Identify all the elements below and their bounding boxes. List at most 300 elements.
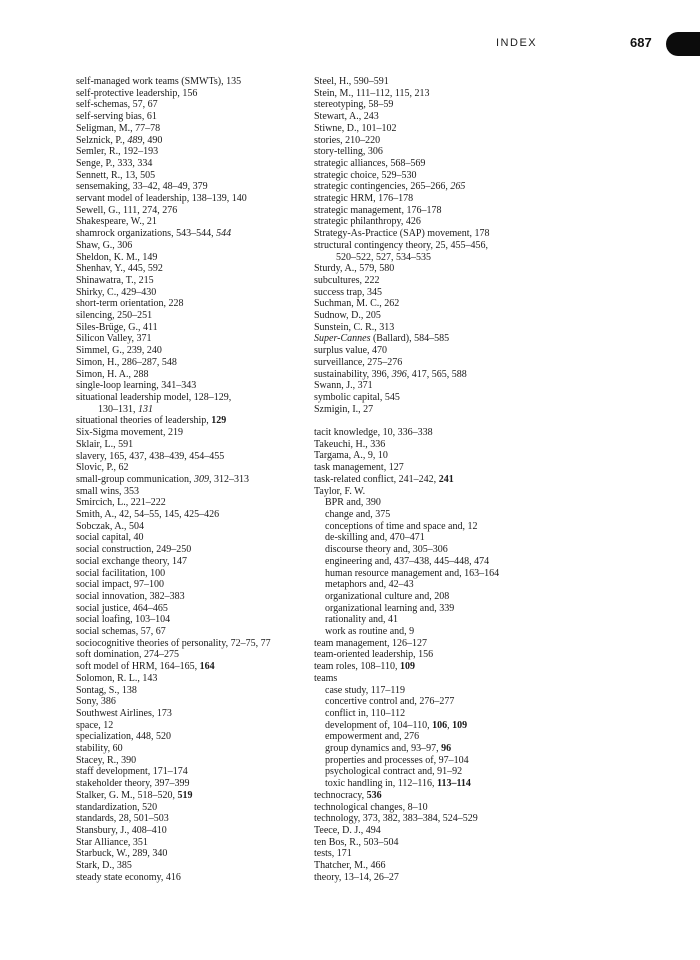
entry-text: toxic handling in, 112–116, <box>325 778 438 790</box>
entry-text: social construction, 249–250 <box>76 544 192 556</box>
entry-text: social facilitation, 100 <box>76 567 166 579</box>
index-entry <box>314 216 570 228</box>
index-entry <box>314 404 570 416</box>
entry-text: short-term orientation, 228 <box>76 298 184 310</box>
entry-text: teams <box>314 672 338 684</box>
index-entry <box>314 345 570 357</box>
entry-text: 489 <box>127 134 143 146</box>
entry-text: 113–114 <box>437 778 471 790</box>
index-entry <box>76 380 308 392</box>
index-entry <box>314 649 570 661</box>
entry-text: 241 <box>438 473 454 485</box>
index-entry <box>76 532 308 544</box>
index-entry <box>76 135 308 147</box>
index-subentry <box>314 685 570 697</box>
entry-text: Sewell, G., 111, 274, 276 <box>76 204 178 216</box>
index-entry <box>76 614 308 626</box>
index-entry <box>76 111 308 123</box>
index-entry <box>314 450 570 462</box>
entry-text: engineering and, 437–438, 445–448, 474 <box>325 555 490 567</box>
index-entry <box>314 158 570 170</box>
entry-text: 129 <box>211 415 227 427</box>
index-entry <box>314 673 570 685</box>
index-entry <box>76 743 308 755</box>
entry-text: Star Alliance, 351 <box>76 836 148 848</box>
entry-text: rationality and, 41 <box>325 614 399 626</box>
entry-text: Simon, H., 286–287, 548 <box>76 356 177 368</box>
index-entry <box>76 216 308 228</box>
entry-text: strategic choice, 529–530 <box>314 169 417 181</box>
entry-text: servant model of leadership, 138–139, 140 <box>76 193 247 205</box>
index-entry <box>314 380 570 392</box>
entry-text: structural contingency theory, 25, 455–456, <box>314 239 489 251</box>
index-entry <box>76 252 308 264</box>
entry-text: Stacey, R., 390 <box>76 754 137 766</box>
entry-text: Sobczak, A., 504 <box>76 520 145 532</box>
entry-text: social innovation, 382–383 <box>76 590 185 602</box>
entry-text: Strategy-As-Practice (SAP) movement, 178 <box>314 228 490 240</box>
index-entry <box>76 486 308 498</box>
entry-text: standardization, 520 <box>76 801 158 813</box>
index-subentry <box>314 614 570 626</box>
index-entry <box>76 708 308 720</box>
index-subentry <box>314 755 570 767</box>
index-entry <box>76 837 308 849</box>
entry-text: sociocognitive theories of personality, 72–75, 77 <box>76 637 271 649</box>
entry-text: Thatcher, M., 466 <box>314 860 386 872</box>
index-entry <box>314 123 570 135</box>
entry-text: Simon, H. A., 288 <box>76 368 149 380</box>
index-subentry <box>314 556 570 568</box>
entry-text: Starbuck, W., 289, 340 <box>76 848 168 860</box>
entry-text: Teece, D. J., 494 <box>314 824 381 836</box>
index-entry <box>76 451 308 463</box>
entry-text: technology, 373, 382, 383–384, 524–529 <box>314 813 478 825</box>
index-entry <box>76 181 308 193</box>
entry-text: Solomon, R. L., 143 <box>76 672 158 684</box>
entry-text: stories, 210–220 <box>314 134 381 146</box>
index-entry <box>76 415 308 427</box>
entry-text: , 417, 565, 588 <box>406 368 467 380</box>
index-subentry <box>314 509 570 521</box>
entry-text: sensemaking, 33–42, 48–49, 379 <box>76 181 208 193</box>
entry-text: strategic management, 176–178 <box>314 204 442 216</box>
index-entry <box>314 802 570 814</box>
entry-text: stereotyping, 58–59 <box>314 99 394 111</box>
entry-text: Sklair, L., 591 <box>76 438 134 450</box>
entry-text: Stewart, A., 243 <box>314 111 379 123</box>
index-entry <box>76 860 308 872</box>
entry-text: subcultures, 222 <box>314 274 380 286</box>
index-entry <box>314 872 570 884</box>
entry-text: 109 <box>452 719 468 731</box>
entry-text: de-skilling and, 470–471 <box>325 532 425 544</box>
entry-text: Takeuchi, H., 336 <box>314 438 386 450</box>
entry-text: Sontag, S., 138 <box>76 684 137 696</box>
entry-text: 519 <box>177 789 193 801</box>
index-subentry <box>314 544 570 556</box>
entry-text: Slovic, P., 62 <box>76 462 129 474</box>
index-entry <box>76 638 308 650</box>
index-entry <box>76 462 308 474</box>
index-entry <box>314 88 570 100</box>
entry-text: small wins, 353 <box>76 485 140 497</box>
index-entry <box>76 99 308 111</box>
index-entry <box>314 252 570 264</box>
index-entry <box>76 240 308 252</box>
index-entry <box>76 509 308 521</box>
entry-text: , 312–313 <box>209 473 250 485</box>
entry-text: social justice, 464–465 <box>76 602 168 614</box>
index-entry <box>76 287 308 299</box>
entry-text: technological changes, 8–10 <box>314 801 428 813</box>
entry-text: 265 <box>450 181 466 193</box>
entry-text: Stark, D., 385 <box>76 860 132 872</box>
entry-text: surveillance, 275–276 <box>314 356 403 368</box>
entry-text: Stein, M., 111–112, 115, 213 <box>314 87 430 99</box>
entry-text: Stiwne, D., 101–102 <box>314 122 397 134</box>
entry-text: technocracy, <box>314 789 367 801</box>
index-entry <box>314 333 570 345</box>
index-entry <box>76 649 308 661</box>
entry-text: specialization, 448, 520 <box>76 731 171 743</box>
index-entry <box>76 720 308 732</box>
entry-text: Sudnow, D., 205 <box>314 310 381 322</box>
index-entry <box>76 205 308 217</box>
entry-text: organizational culture and, 208 <box>325 590 450 602</box>
index-entry <box>314 638 570 650</box>
entry-text: strategic philanthropy, 426 <box>314 216 421 228</box>
index-entry <box>76 263 308 275</box>
index-entry <box>76 591 308 603</box>
index-entry <box>314 848 570 860</box>
index-entry <box>314 462 570 474</box>
page-edge-tab <box>666 32 700 56</box>
entry-text: group dynamics and, 93–97, <box>325 743 442 755</box>
entry-text: Senge, P., 333, 334 <box>76 157 153 169</box>
index-entry <box>314 287 570 299</box>
entry-text: small-group communication, <box>76 473 195 485</box>
entry-text: team roles, 108–110, <box>314 661 401 673</box>
index-entry <box>314 439 570 451</box>
entry-text: Semler, R., 192–193 <box>76 146 159 158</box>
index-entry <box>314 263 570 275</box>
entry-text: symbolic capital, 545 <box>314 391 400 403</box>
entry-text: 106 <box>432 719 448 731</box>
entry-text: strategic alliances, 568–569 <box>314 157 426 169</box>
index-entry <box>76 778 308 790</box>
entry-text: 544 <box>216 228 232 240</box>
entry-text: Szmigin, I., 27 <box>314 403 374 415</box>
index-entry <box>314 275 570 287</box>
entry-text: strategic contingencies, 265–266, <box>314 181 451 193</box>
index-subentry <box>314 579 570 591</box>
entry-text: discourse theory and, 305–306 <box>325 544 448 556</box>
index-entry <box>314 76 570 88</box>
page-number: 687 <box>630 35 652 50</box>
entry-text: success trap, 345 <box>314 286 383 298</box>
entry-text: case study, 117–119 <box>325 684 405 696</box>
entry-text: shamrock organizations, 543–544, <box>76 228 217 240</box>
entry-text: soft domination, 274–275 <box>76 649 180 661</box>
entry-text: 536 <box>366 789 382 801</box>
entry-text: Six-Sigma movement, 219 <box>76 427 183 439</box>
entry-text: Sunstein, C. R., 313 <box>314 321 395 333</box>
index-subentry <box>314 591 570 603</box>
index-entry <box>76 626 308 638</box>
index-entry <box>76 802 308 814</box>
entry-text: Sony, 386 <box>76 696 116 708</box>
index-entry <box>314 310 570 322</box>
entry-text: Seligman, M., 77–78 <box>76 122 161 134</box>
index-entry <box>314 298 570 310</box>
entry-text: team management, 126–127 <box>314 637 428 649</box>
index-entry <box>76 123 308 135</box>
entry-text: Southwest Airlines, 173 <box>76 707 172 719</box>
entry-text: Shirky, C., 429–430 <box>76 286 157 298</box>
index-entry <box>76 685 308 697</box>
entry-text: work as routine and, 9 <box>325 626 415 638</box>
index-entry <box>76 556 308 568</box>
index-entry <box>76 333 308 345</box>
index-column-right <box>314 76 570 884</box>
index-entry <box>76 497 308 509</box>
entry-text: theory, 13–14, 26–27 <box>314 871 399 883</box>
entry-text: 130–131, <box>98 403 138 415</box>
index-entry <box>76 521 308 533</box>
index-entry <box>76 345 308 357</box>
entry-text: Suchman, M. C., 262 <box>314 298 400 310</box>
index-entry <box>76 579 308 591</box>
entry-text: tacit knowledge, 10, 336–338 <box>314 427 433 439</box>
entry-text: Stansbury, J., 408–410 <box>76 825 167 836</box>
entry-text: development of, 104–110, <box>325 719 433 731</box>
index-entry <box>76 755 308 767</box>
index-entry <box>76 544 308 556</box>
entry-text: Silicon Valley, 371 <box>76 333 152 345</box>
entry-text: Sennett, R., 13, 505 <box>76 169 156 181</box>
entry-text: change and, 375 <box>325 509 391 520</box>
entry-text: Smith, A., 42, 54–55, 145, 425–426 <box>76 509 220 521</box>
entry-text: organizational learning and, 339 <box>325 602 455 614</box>
entry-text: Super-Cannes <box>314 333 371 345</box>
entry-text: situational theories of leadership, <box>76 415 212 427</box>
index-entry <box>76 766 308 778</box>
index-subentry <box>314 766 570 778</box>
entry-text: stability, 60 <box>76 743 123 755</box>
index-entry <box>314 322 570 334</box>
index-subentry <box>314 603 570 615</box>
index-entry <box>76 731 308 743</box>
index-entry <box>76 170 308 182</box>
entry-text: Siles-Brüge, G., 411 <box>76 321 158 333</box>
index-entry <box>314 228 570 240</box>
index-entry <box>76 146 308 158</box>
index-subentry <box>314 731 570 743</box>
entry-text: 109 <box>400 661 416 673</box>
entry-text: 309 <box>194 473 210 485</box>
index-subentry <box>314 778 570 790</box>
index-subentry <box>314 626 570 638</box>
entry-text: conceptions of time and space and, 12 <box>325 520 478 532</box>
entry-text: Shakespeare, W., 21 <box>76 216 157 228</box>
entry-text: tests, 171 <box>314 848 352 860</box>
entry-text: social loafing, 103–104 <box>76 614 171 626</box>
index-entry <box>314 427 570 439</box>
index-entry <box>76 474 308 486</box>
index-entry <box>314 825 570 837</box>
entry-text: Targama, A., 9, 10 <box>314 450 388 462</box>
entry-text: story-telling, 306 <box>314 146 383 158</box>
entry-text: surplus value, 470 <box>314 345 388 357</box>
index-entry <box>76 193 308 205</box>
entry-text: Steel, H., 590–591 <box>314 76 389 87</box>
entry-text: stakeholder theory, 397–399 <box>76 778 190 790</box>
index-entry <box>314 240 570 252</box>
entry-text: properties and processes of, 97–104 <box>325 754 469 766</box>
entry-text: Shinawatra, T., 215 <box>76 274 154 286</box>
index-entry <box>314 860 570 872</box>
index-entry <box>76 357 308 369</box>
entry-text: self-managed work teams (SMWTs), 135 <box>76 76 242 87</box>
index-entry <box>76 696 308 708</box>
entry-text: task-related conflict, 241–242, <box>314 473 439 485</box>
index-entry <box>314 486 570 498</box>
entry-text: task management, 127 <box>314 462 404 474</box>
entry-text: Taylor, F. W. <box>314 485 366 497</box>
index-subentry <box>314 497 570 509</box>
index-entry <box>314 146 570 158</box>
index-entry <box>314 369 570 381</box>
entry-text: strategic HRM, 176–178 <box>314 193 414 205</box>
entry-text: 520–522, 527, 534–535 <box>336 251 431 263</box>
entry-text: self-protective leadership, 156 <box>76 87 198 99</box>
index-subentry <box>314 521 570 533</box>
entry-text: psychological contract and, 91–92 <box>325 766 463 778</box>
index-entry <box>314 181 570 193</box>
index-subentry <box>314 720 570 732</box>
index-entry <box>76 369 308 381</box>
index-entry <box>76 661 308 673</box>
entry-text: Stalker, G. M., 518–520, <box>76 789 178 801</box>
entry-text: Selznick, P., <box>76 134 128 146</box>
index-entry <box>76 228 308 240</box>
index-entry <box>314 837 570 849</box>
index-subentry <box>314 743 570 755</box>
index-subentry <box>314 532 570 544</box>
entry-text: self-schemas, 57, 67 <box>76 99 158 111</box>
entry-text: Smircich, L., 221–222 <box>76 497 166 509</box>
index-entry <box>76 790 308 802</box>
entry-text: ten Bos, R., 503–504 <box>314 836 399 848</box>
index-entry <box>76 392 308 404</box>
index-entry <box>76 848 308 860</box>
index-entry <box>314 111 570 123</box>
entry-text: 96 <box>441 743 452 755</box>
entry-text: situational leadership model, 128–129, <box>76 391 232 403</box>
entry-text: human resource management and, 163–164 <box>325 567 500 579</box>
entry-text: Simmel, G., 239, 240 <box>76 345 162 357</box>
index-entry <box>76 298 308 310</box>
entry-text: social exchange theory, 147 <box>76 555 187 567</box>
index-entry <box>76 76 308 88</box>
index-entry <box>76 275 308 287</box>
entry-text: 164 <box>199 661 215 673</box>
index-entry <box>76 872 308 884</box>
entry-text: soft model of HRM, 164–165, <box>76 661 200 673</box>
index-entry <box>76 813 308 825</box>
index-entry <box>314 661 570 673</box>
entry-text: social schemas, 57, 67 <box>76 626 166 638</box>
entry-text: slavery, 165, 437, 438–439, 454–455 <box>76 450 225 462</box>
index-column-left <box>76 76 308 884</box>
entry-text: team-oriented leadership, 156 <box>314 649 434 661</box>
entry-text: (Ballard), 584–585 <box>370 333 450 345</box>
entry-text: silencing, 250–251 <box>76 310 153 322</box>
entry-text: 131 <box>138 403 153 415</box>
entry-text: staff development, 171–174 <box>76 766 188 778</box>
entry-text: space, 12 <box>76 719 114 731</box>
index-entry <box>76 322 308 334</box>
index-entry <box>314 392 570 404</box>
entry-text: Sheldon, K. M., 149 <box>76 251 158 263</box>
index-entry <box>314 357 570 369</box>
index-entry <box>76 88 308 100</box>
entry-text: 396 <box>391 368 407 380</box>
index-entry <box>76 439 308 451</box>
entry-text: , 490 <box>142 134 163 146</box>
entry-text: social impact, 97–100 <box>76 579 165 591</box>
index-entry <box>76 310 308 322</box>
entry-text: concertive control and, 276–277 <box>325 696 455 708</box>
entry-text: steady state economy, 416 <box>76 871 181 883</box>
index-entry <box>314 205 570 217</box>
running-head-index: INDEX <box>496 37 538 49</box>
entry-text: social capital, 40 <box>76 532 144 544</box>
index-entry <box>314 170 570 182</box>
entry-text: Shenhav, Y., 445, 592 <box>76 263 163 275</box>
index-entry <box>76 603 308 615</box>
entry-text: metaphors and, 42–43 <box>325 579 414 591</box>
entry-text: BPR and, 390 <box>325 497 381 509</box>
index-entry <box>314 193 570 205</box>
entry-text: standards, 28, 501–503 <box>76 813 169 825</box>
entry-text: empowerment and, 276 <box>325 731 420 743</box>
index-entry <box>76 404 308 416</box>
entry-text: single-loop learning, 341–343 <box>76 380 197 392</box>
index-entry <box>314 99 570 111</box>
entry-text: Shaw, G., 306 <box>76 239 133 251</box>
entry-text: , <box>447 719 453 731</box>
index-subentry <box>314 708 570 720</box>
index-entry <box>314 790 570 802</box>
index-entry <box>76 825 308 837</box>
index-entry <box>76 427 308 439</box>
entry-text: Sturdy, A., 579, 580 <box>314 263 395 275</box>
index-entry <box>76 673 308 685</box>
index-entry <box>76 158 308 170</box>
index-entry <box>314 135 570 147</box>
index-entry <box>314 813 570 825</box>
entry-text: Swann, J., 371 <box>314 380 373 392</box>
entry-text: sustainability, 396, <box>314 368 392 380</box>
index-entry <box>314 474 570 486</box>
index-entry <box>76 568 308 580</box>
entry-text: self-serving bias, 61 <box>76 111 157 123</box>
entry-text: conflict in, 110–112 <box>325 707 406 719</box>
index-subentry <box>314 696 570 708</box>
index-subentry <box>314 568 570 580</box>
